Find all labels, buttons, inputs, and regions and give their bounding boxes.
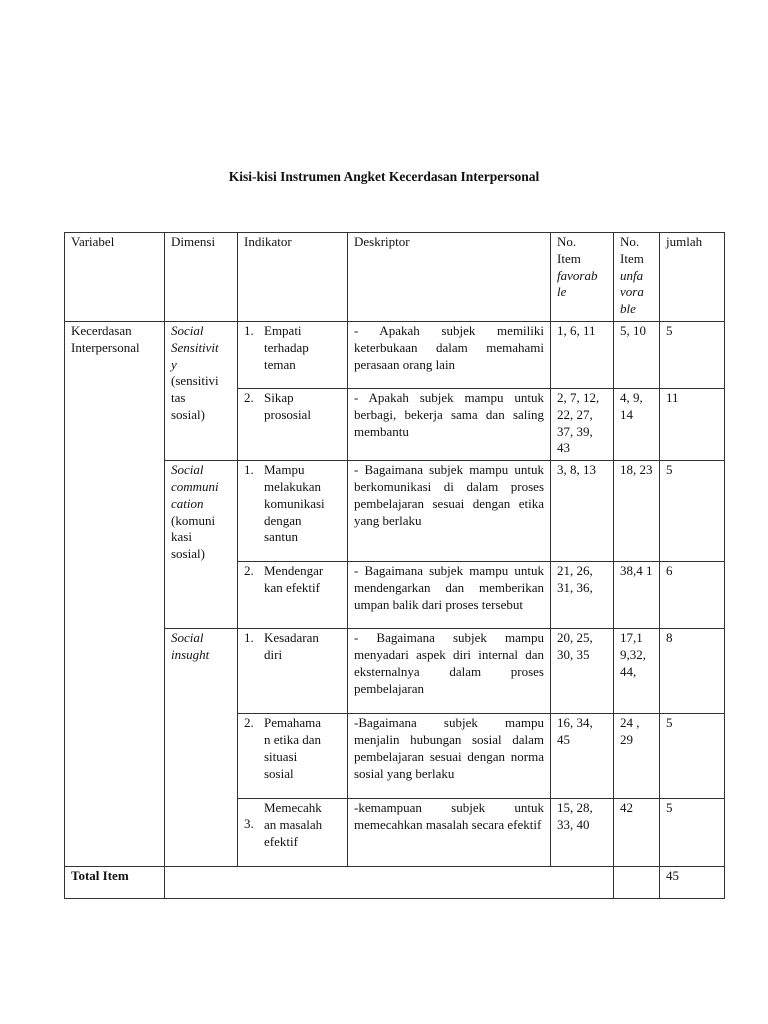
dimension-name-line: communi bbox=[171, 478, 219, 494]
unfavorable-items-cell: 18, 23 bbox=[614, 461, 660, 562]
indikator-cell bbox=[238, 799, 348, 867]
indikator-line: Sikap bbox=[264, 389, 294, 405]
unfavorable-items-cell: 24 , 29 bbox=[614, 714, 660, 799]
dimension-sub-line: (sensitivi bbox=[171, 373, 219, 389]
dimension-social-communication bbox=[165, 461, 238, 629]
header-row bbox=[65, 233, 725, 322]
indikator-number: 3. bbox=[244, 816, 254, 832]
indikator-line: Mendengar bbox=[264, 563, 324, 579]
header-no-item-unfavorable bbox=[614, 233, 660, 322]
favorable-items-cell: 21, 26, 31, 36, bbox=[551, 562, 614, 629]
dimension-social-sensitivity bbox=[165, 321, 238, 460]
indikator-cell bbox=[238, 461, 348, 562]
indikator-line: santun bbox=[264, 529, 298, 545]
total-unfav-empty bbox=[614, 867, 660, 899]
favorable-items-cell: 16, 34, 45 bbox=[551, 714, 614, 799]
total-row bbox=[65, 867, 725, 899]
dimension-sub-line: sosial) bbox=[171, 546, 205, 562]
header-fav-line: le bbox=[557, 284, 567, 300]
dimension-name-line: Social bbox=[171, 630, 204, 646]
dimension-name-line: insught bbox=[171, 646, 210, 662]
header-unfav-line: unfa bbox=[620, 267, 644, 283]
dimension-sub-line: (komuni bbox=[171, 512, 216, 528]
unfavorable-items-cell: 4, 9, 14 bbox=[614, 388, 660, 460]
jumlah-cell: 5 bbox=[660, 461, 725, 562]
indikator-cell bbox=[238, 714, 348, 799]
deskriptor-cell: - Bagaimana subjek mampu untuk mendengarkan dan memberikan umpan balik dari proses tersebut bbox=[348, 562, 551, 629]
indikator-line: Mampu bbox=[264, 462, 305, 478]
deskriptor-cell: - Bagaimana subjek mampu menyadari aspek diri internal dan eksternalnya dalam proses pembelajaran bbox=[348, 629, 551, 714]
dimension-name-line: cation bbox=[171, 495, 204, 511]
dimension-sub-line: sosial) bbox=[171, 406, 205, 422]
total-spacer bbox=[165, 867, 614, 899]
indikator-line: situasi bbox=[264, 748, 298, 764]
header-unfav-line: vora bbox=[620, 284, 644, 300]
indikator-number: 2. bbox=[244, 563, 254, 579]
header-no-item-favorable bbox=[551, 233, 614, 322]
indikator-cell bbox=[238, 629, 348, 714]
indikator-line: melakukan bbox=[264, 478, 322, 494]
dimension-name-line: y bbox=[171, 356, 177, 372]
variabel-line: Kecerdasan bbox=[71, 322, 132, 338]
header-variabel: Variabel bbox=[65, 233, 165, 322]
deskriptor-cell: - Bagaimana subjek mampu untuk berkomunikasi di dalam proses pembelajaran sesuai dengan etika yang berlaku bbox=[348, 461, 551, 562]
dimension-name-line: Social bbox=[171, 462, 204, 478]
indikator-line: prososial bbox=[264, 406, 311, 422]
jumlah-cell: 5 bbox=[660, 799, 725, 867]
header-dimensi: Dimensi bbox=[165, 233, 238, 322]
indikator-line: efektif bbox=[264, 833, 298, 849]
unfavorable-items-cell: 17,1 9,32, 44, bbox=[614, 629, 660, 714]
variabel-cell-continued bbox=[65, 629, 165, 867]
document-title: Kisi-kisi Instrumen Angket Kecerdasan Interpersonal bbox=[228, 169, 540, 184]
indikator-line: n etika dan bbox=[264, 731, 322, 747]
indikator-cell bbox=[238, 562, 348, 629]
table-row bbox=[65, 629, 725, 714]
indikator-line: Memecahk bbox=[264, 800, 322, 816]
indikator-line: Pemahama bbox=[264, 715, 322, 731]
header-fav-line: favorab bbox=[557, 267, 598, 283]
dimension-sub-line: kasi bbox=[171, 529, 192, 545]
indikator-line: teman bbox=[264, 356, 296, 372]
indikator-line: Empati bbox=[264, 322, 302, 338]
jumlah-cell: 5 bbox=[660, 321, 725, 388]
favorable-items-cell: 15, 28, 33, 40 bbox=[551, 799, 614, 867]
header-fav-line: No. bbox=[557, 234, 577, 249]
unfavorable-items-cell: 38,4 1 bbox=[614, 562, 660, 629]
indikator-line: sosial bbox=[264, 765, 294, 781]
jumlah-cell: 11 bbox=[660, 388, 725, 460]
indikator-line: an masalah bbox=[264, 816, 323, 832]
variabel-line: Interpersonal bbox=[71, 339, 140, 355]
dimension-social-insight bbox=[165, 629, 238, 867]
dimension-name-line: Social bbox=[171, 322, 204, 338]
indikator-number: 2. bbox=[244, 389, 254, 405]
total-label: Total Item bbox=[65, 867, 165, 899]
indikator-number: 1. bbox=[244, 462, 254, 478]
indikator-line: Kesadaran bbox=[264, 630, 319, 646]
favorable-items-cell: 1, 6, 11 bbox=[551, 321, 614, 388]
indikator-number: 1. bbox=[244, 630, 254, 646]
jumlah-cell: 8 bbox=[660, 629, 725, 714]
indikator-line: terhadap bbox=[264, 339, 309, 355]
indikator-line: komunikasi bbox=[264, 495, 325, 511]
header-indikator: Indikator bbox=[238, 233, 348, 322]
header-fav-line: Item bbox=[557, 250, 581, 266]
header-unfav-line: ble bbox=[620, 301, 636, 317]
header-unfav-line: No. bbox=[620, 234, 640, 249]
header-unfav-line: Item bbox=[620, 250, 644, 266]
table-row bbox=[65, 321, 725, 388]
indikator-line: diri bbox=[264, 646, 283, 662]
favorable-items-cell: 2, 7, 12, 22, 27, 37, 39, 43 bbox=[551, 388, 614, 460]
header-deskriptor: Deskriptor bbox=[348, 233, 551, 322]
indikator-number: 2. bbox=[244, 715, 254, 731]
deskriptor-cell: -kemampuan subjek untuk memecahkan masalah secara efektif bbox=[348, 799, 551, 867]
favorable-items-cell: 20, 25, 30, 35 bbox=[551, 629, 614, 714]
indikator-number: 1. bbox=[244, 322, 254, 338]
deskriptor-cell: -Bagaimana subjek mampu menjalin hubungan sosial dalam pembelajaran sesuai dengan norma sosial yang berlaku bbox=[348, 714, 551, 799]
indikator-line: kan efektif bbox=[264, 579, 320, 595]
jumlah-cell: 5 bbox=[660, 714, 725, 799]
dimension-name-line: Sensitivit bbox=[171, 339, 219, 355]
deskriptor-cell: - Apakah subjek memiliki keterbukaan dalam memahami perasaan orang lain bbox=[348, 321, 551, 388]
indikator-cell bbox=[238, 321, 348, 388]
header-jumlah: jumlah bbox=[660, 233, 725, 322]
unfavorable-items-cell: 42 bbox=[614, 799, 660, 867]
unfavorable-items-cell: 5, 10 bbox=[614, 321, 660, 388]
deskriptor-cell: - Apakah subjek mampu untuk berbagi, bekerja sama dan saling membantu bbox=[348, 388, 551, 460]
dimension-sub-line: tas bbox=[171, 390, 186, 406]
variabel-cell bbox=[65, 321, 165, 628]
total-value: 45 bbox=[660, 867, 725, 899]
instrument-table bbox=[64, 232, 725, 899]
indikator-line: dengan bbox=[264, 512, 302, 528]
favorable-items-cell: 3, 8, 13 bbox=[551, 461, 614, 562]
jumlah-cell: 6 bbox=[660, 562, 725, 629]
indikator-cell bbox=[238, 388, 348, 460]
